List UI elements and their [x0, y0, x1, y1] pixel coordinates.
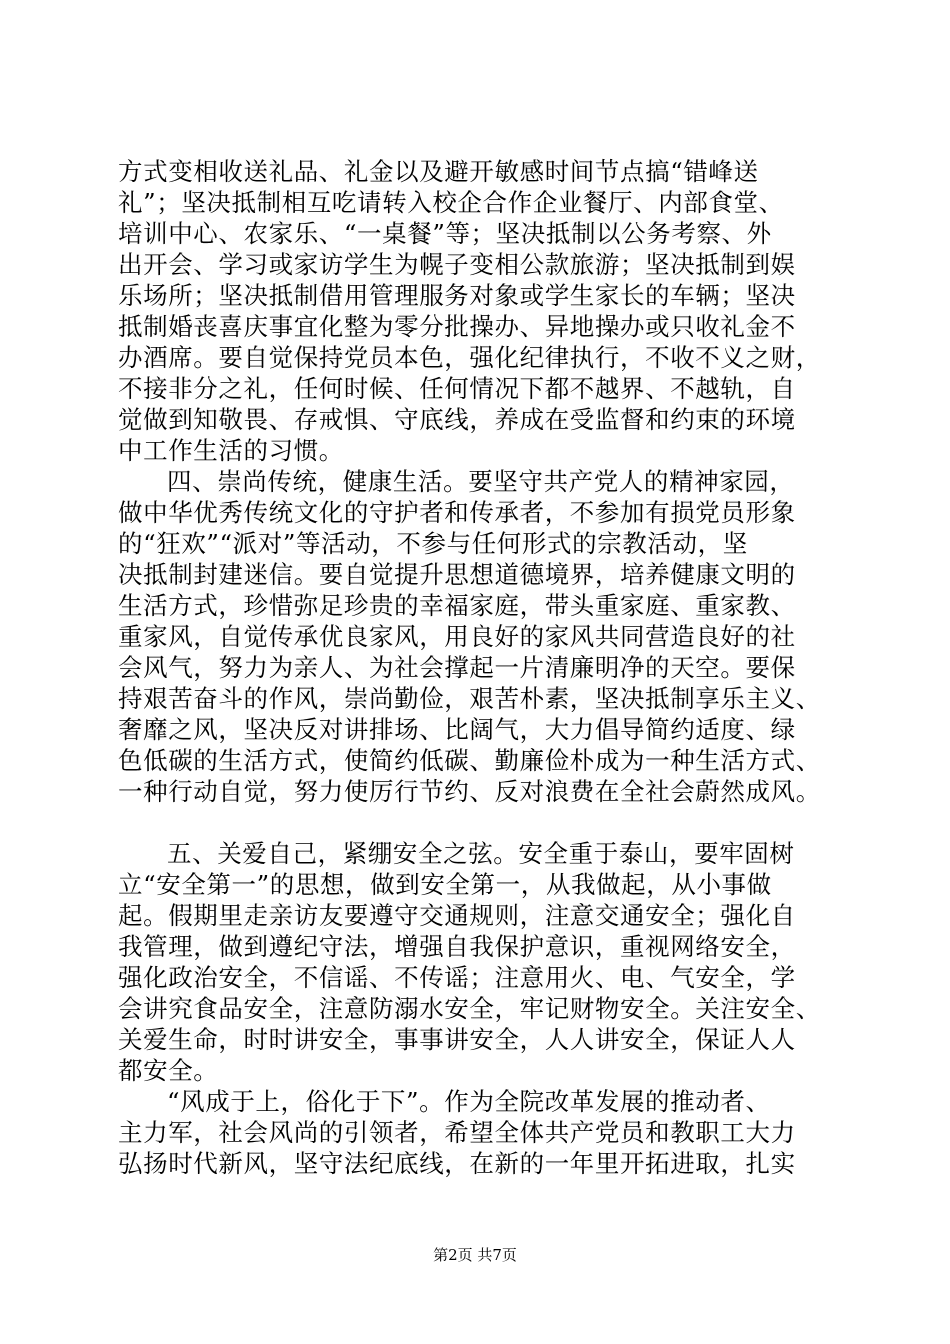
text-line: “风成于上，俗化于下”。作为全院改革发展的推动者、	[167, 1087, 771, 1116]
text-line: 重家风，自觉传承优良家风，用良好的家风共同营造良好的社	[118, 622, 796, 651]
text-line: 会讲究食品安全，注意防溺水安全，牢记财物安全。关注安全、	[118, 994, 821, 1023]
text-line: 弘扬时代新风，坚守法纪底线，在新的一年里开拓进取，扎实	[118, 1149, 796, 1178]
text-line: 一种行动自觉，努力使厉行节约、反对浪费在全社会蔚然成风。	[118, 777, 821, 806]
text-line: 礼”；坚决抵制相互吃请转入校企合作企业餐厅、内部食堂、	[118, 188, 784, 217]
text-line: 觉做到知敬畏、存戒惧、守底线，养成在受监督和约束的环境	[118, 405, 796, 434]
text-line: 色低碳的生活方式，使简约低碳、勤廉俭朴成为一种生活方式、	[118, 746, 821, 775]
text-line: 起。假期里走亲访友要遵守交通规则，注意交通安全；强化自	[118, 901, 796, 930]
text-line: 中工作生活的习惯。	[118, 436, 344, 465]
paragraph-gap	[118, 807, 853, 838]
paragraph	[118, 1086, 853, 1179]
text-line: 生活方式，珍惜弥足珍贵的幸福家庭，带头重家庭、重家教、	[118, 591, 796, 620]
text-line: 出开会、学习或家访学生为幌子变相公款旅游；坚决抵制到娱	[118, 250, 796, 279]
text-line: 都安全。	[118, 1056, 219, 1085]
text-line: 立“安全第一”的思想，做到安全第一，从我做起，从小事做	[118, 870, 772, 899]
text-line: 关爱生命，时时讲安全，事事讲安全，人人讲安全，保证人人	[118, 1025, 796, 1054]
text-line: 会风气，努力为亲人、为社会撑起一片清廉明净的天空。要保	[118, 653, 796, 682]
text-line: 抵制婚丧喜庆事宜化整为零分批操办、异地操办或只收礼金不	[118, 312, 796, 341]
document-body	[118, 156, 853, 1179]
paragraph	[118, 466, 853, 807]
paragraph	[118, 838, 853, 1086]
text-line: 培训中心、农家乐、“一桌餐”等；坚决抵制以公务考察、外	[118, 219, 772, 248]
text-line: 方式变相收送礼品、礼金以及避开敏感时间节点搞“错峰送	[118, 157, 759, 186]
text-line: 主力军，社会风尚的引领者，希望全体共产党员和教职工大力	[118, 1118, 796, 1147]
paragraph	[118, 156, 853, 466]
text-line: 决抵制封建迷信。要自觉提升思想道德境界，培养健康文明的	[118, 560, 796, 589]
text-line: 乐场所；坚决抵制借用管理服务对象或学生家长的车辆；坚决	[118, 281, 796, 310]
text-line: 奢靡之风，坚决反对讲排场、比阔气，大力倡导简约适度、绿	[118, 715, 796, 744]
text-line: 五、关爱自己，紧绷安全之弦。安全重于泰山，要牢固树	[167, 839, 795, 868]
text-line: 强化政治安全，不信谣、不传谣；注意用火、电、气安全，学	[118, 963, 796, 992]
text-line: 办酒席。要自觉保持党员本色，强化纪律执行，不收不义之财，	[118, 343, 821, 372]
text-line: 不接非分之礼，任何时候、任何情况下都不越界、不越轨，自	[118, 374, 796, 403]
page-footer: 第2页 共7页	[433, 1246, 517, 1264]
text-line: 持艰苦奋斗的作风，崇尚勤俭，艰苦朴素，坚决抵制享乐主义、	[118, 684, 821, 713]
text-line: 我管理，做到遵纪守法，增强自我保护意识，重视网络安全，	[118, 932, 796, 961]
text-line: 做中华优秀传统文化的守护者和传承者，不参加有损党员形象	[118, 498, 796, 527]
text-line: 的“狂欢”“派对”等活动，不参与任何形式的宗教活动，坚	[118, 529, 748, 558]
text-line: 四、崇尚传统，健康生活。要坚守共产党人的精神家园，	[167, 467, 795, 496]
